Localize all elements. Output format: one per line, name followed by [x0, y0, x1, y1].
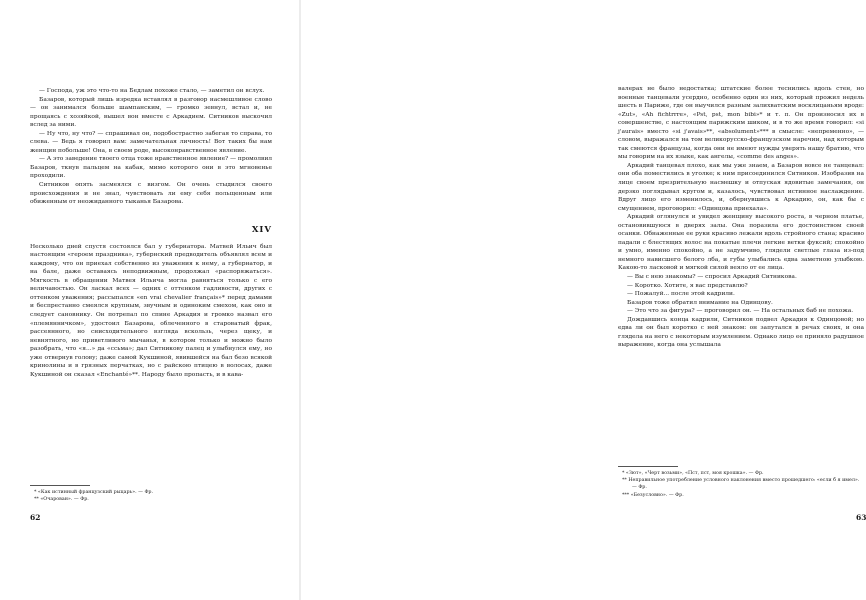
- paragraph: Базаров тоже обратил внимание на Одинцову.: [627, 299, 773, 306]
- paragraph: — Ну что, ну что? — спрашивал он, подобострастно забегая то справа, то слева. — Ведь я говорил вам: замечательная личность! Вот таких бы нам женщин побольше! Она, в своем роде, высоконравственное явление.: [30, 130, 272, 154]
- paragraph: — Коротко. Хотите, я вас представлю?: [627, 282, 748, 289]
- paragraph: Ситников опять засмеялся с визгом. Он очень стыдился своего происхождения и не знал, чувствовать ли ему себя польщенным или обиженным от неожиданного тыканья Базарова.: [30, 182, 272, 206]
- left-text-column: [30, 87, 272, 379]
- footnote: ** Неправильное употребление условного наклонения вместо прошедшего: «если б я имел». — Фр.: [622, 478, 860, 491]
- paragraph: Аркадий танцевал плохо, как мы уже знаем, а Базаров вовсе не танцевал: они оба поместились в уголке; к ним присоединился Ситников. Изобразив на лице своем презрительную насмешку и отпуская ядовитые замечания, он дерзко поглядывал кругом и, казалось, чувствовал истинное наслаждение. Вдруг лицо его изменилось, и, обернувшись к Аркадию, он, как бы с смущением, проговорил: «Одинцова приехала».: [618, 162, 864, 212]
- paragraph: — А это заведение твоего отца тоже нравственное явление? — промолвил Базаров, ткнув пальцем на кабак, мимо которого они в это мгновенье проходили.: [30, 156, 272, 180]
- footnote: * «Зют», «Черт возьми», «Пст, пст, моя крошка». — Фр.: [622, 471, 764, 476]
- footnote: * «Как истинный французский рыцарь». — Фр.: [34, 490, 154, 495]
- left-footnotes: [30, 485, 272, 503]
- footnote-rule: [30, 485, 90, 486]
- paragraph: — Господа, уж это что-то на Бедлам похоже стало, — заметил он вслух.: [39, 88, 265, 94]
- page-number-left: 62: [30, 513, 41, 522]
- chapter-number: XIV: [251, 224, 272, 235]
- left-page: [0, 0, 300, 600]
- paragraph: Базаров, который лишь изредка вставлял в разговор насмешливое слово — он занимался больше шампанским, — громко зевнул, встал и, не прощаясь с хозяйкой, вышел вон вместе с Аркадием. Ситников выскочил вслед за ними.: [30, 96, 272, 129]
- right-footnotes: [618, 466, 864, 499]
- right-page: [300, 0, 866, 600]
- right-text-column: [618, 85, 864, 350]
- paragraph: валерах не было недостатка; штатские более теснились вдоль стен, но военные танцевали усердно, особенно один из них, который прожил недель шесть в Париже, где он выучился разным залихватским восклицаньям вроде: «Zut», «Ah fichtrrre», «Pst, pst, mon bibi»* и т. п. Он произносил их в совершенстве, с настоящим парижским шиком, и в то же время говорил: «si j'aurais» вместо «si j'avais»**, «absolument»*** в смысле: «непременно», — словом, выражался на том великорусско-французском наречии, над которым так смеются французы, когда они не имеют нужды уверять нашу братию, что мы говорим на их языке, как ангелы, «comme des anges».: [618, 86, 864, 161]
- footnote-rule: [618, 466, 678, 467]
- footnote: ** «Очарован». — Фр.: [34, 497, 89, 503]
- paragraph: — Это что за фигура? — проговорил он. — На остальных баб не похожа.: [627, 308, 854, 315]
- paragraph: — Вы с нею знакомы? — спросил Аркадий Ситникова.: [627, 274, 797, 281]
- paragraph: Аркадий оглянулся и увидел женщину высокого роста, в черном платье, остановившуюся в дверях залы. Она поразила его достоинством своей осанки. Обнаженные ее руки красиво лежали вдоль стройного стана; красиво падали с блестящих волос на покатые плечи легкие ветки фуксий; спокойно и умно, именно спокойно, а не задумчиво, глядели светлые глаза из-под немного нависшего белого лба, и губы улыбались едва заметною улыбкою. Какою-то ласковой и мягкой силой веяло от ее лица.: [618, 214, 864, 272]
- chapter-opening-paragraph: Несколько дней спустя состоялся бал у губернатора. Матвей Ильич был настоящим «героем праздника», губернский предводитель объявлял всем и каждому, что он приехал собственно из уважения к нему, а губернатор, и на бале, даже оставаясь неподвижным, продолжал «распоряжаться». Мягкость в обращении Матвея Ильича могла равняться только с его величавостью. Он ласкал всех — одних с оттенком гадливости, других с оттенком уважения; рассыпался «en vrai chevalier français»* перед дамами и беспрестанно смеялся крупным, звучным и одиноким смехом, как оно и следует сановнику. Он потрепал по спине Аркадия и громко назвал его «племянничком», удостоил Базарова, облеченного в староватый фрак, рассеянного, но снисходительного взгляда вскользь, через щеку, и невнятного, но приветливого мычанья, в котором только и можно было разобрать, что «я...» да «ссьма»; дал Ситникову палец и улыбнулся ему, но уже отвернув голову; даже самой Кукшиной, явившейся на бал безо всякой кринолины и в грязных перчатках, но с райскою птицею в волосах, даже Кукшиной он сказал «Enchanté»**. Народу было пропасть, и в кава-: [30, 243, 272, 378]
- paragraph: Дождавшись конца кадрили, Ситников подвел Аркадия к Одинцовой; но едва ли он был коротко с ней знаком: он запутался в речах своих, и она глядела на него с некоторым изумлением. Однако лицо ее приняло радушное выражение, когда она услышала: [618, 316, 864, 349]
- page-number-right: 63: [856, 513, 866, 522]
- footnote: *** «Безусловно». — Фр.: [622, 492, 684, 498]
- paragraph: — Пожалуй... после этой кадрили.: [627, 291, 735, 298]
